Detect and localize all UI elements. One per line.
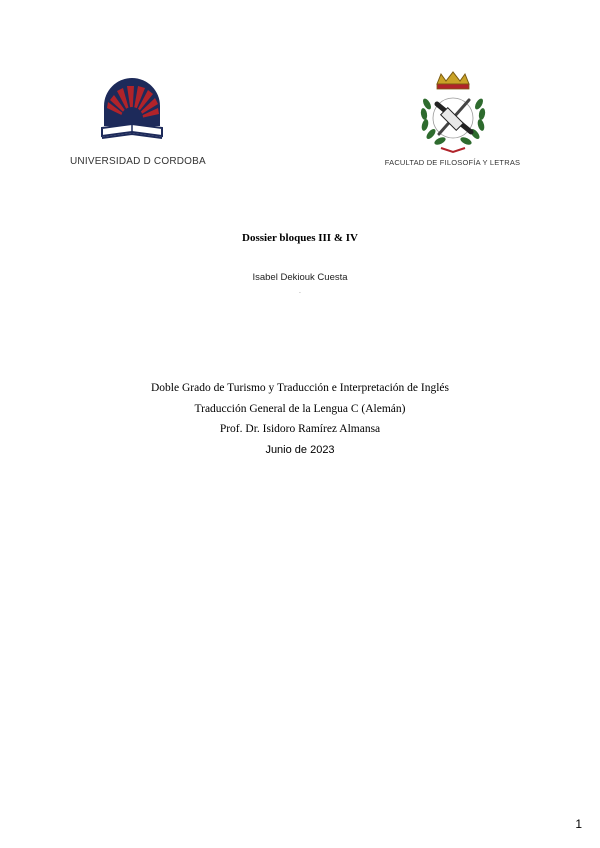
- faculty-crest-icon: [415, 70, 491, 154]
- university-crest-icon: [100, 78, 164, 150]
- document-details: [0, 378, 600, 460]
- university-logo: [70, 78, 206, 170]
- author-name: Isabel Dekiouk Cuesta: [252, 272, 348, 283]
- faculty-name: FACULTAD DE FILOSOFÍA Y LETRAS: [384, 158, 521, 167]
- course-line: Traducción General de la Lengua C (Alemán): [194, 402, 406, 415]
- professor-line: Prof. Dr. Isidoro Ramírez Almansa: [219, 423, 381, 435]
- university-name: UNIVERSIDAD D CORDOBA: [70, 156, 206, 167]
- faculty-logo: [380, 70, 525, 170]
- crown-icon: [437, 72, 469, 89]
- date-line: Junio de 2023: [265, 443, 335, 456]
- separator-dot: .: [299, 289, 301, 295]
- degree-line: Doble Grado de Turismo y Traducción e Interpretación de Inglés: [151, 382, 449, 394]
- page-number: 1: [575, 817, 582, 831]
- document-title: Dossier bloques III & IV: [242, 232, 358, 244]
